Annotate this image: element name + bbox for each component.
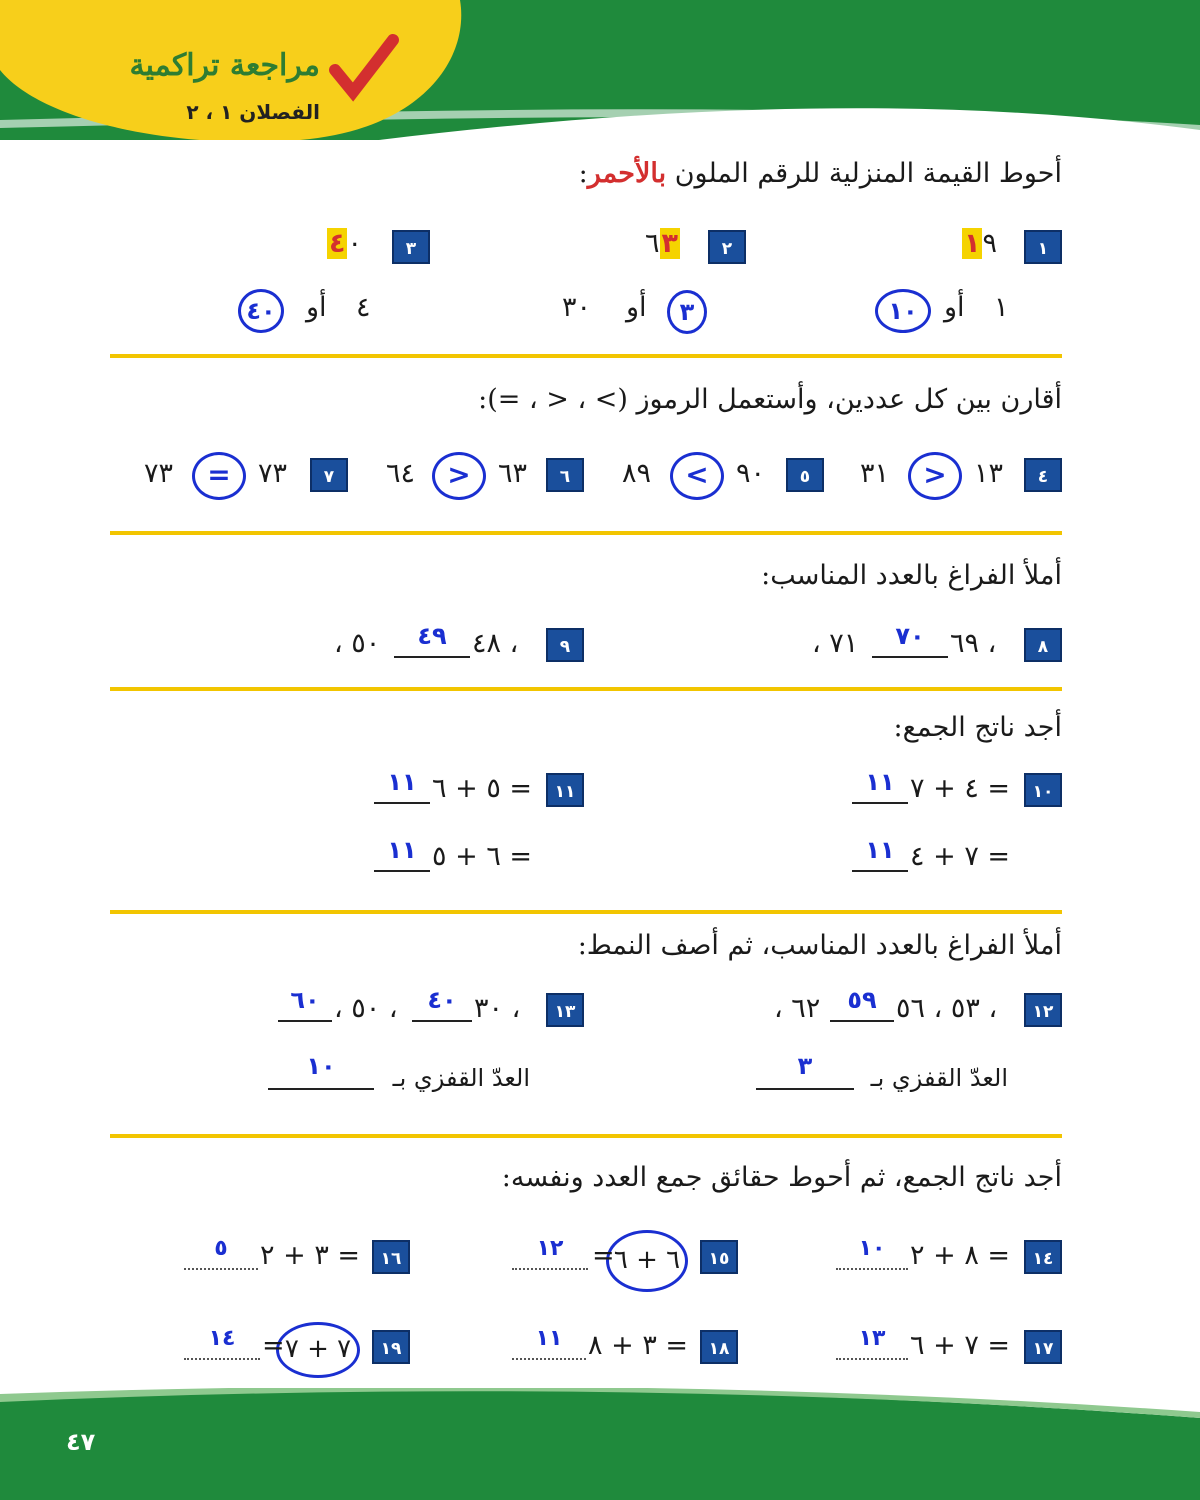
- red-digit: ١: [964, 228, 981, 259]
- s1-instruction: [262, 158, 1062, 189]
- or-word: أو: [306, 292, 327, 323]
- answer-blank[interactable]: ١٤: [184, 1326, 260, 1360]
- s4-instruction: أجد ناتج الجمع:: [893, 712, 1062, 743]
- item-number-18: ١٨: [700, 1330, 738, 1364]
- item-number-12: ١٢: [1024, 993, 1062, 1027]
- item-number-6: ٦: [546, 458, 584, 492]
- header-title: مراجعة تراكمية: [129, 48, 320, 83]
- digit: ٦: [645, 228, 660, 259]
- answer-blank[interactable]: ١١: [512, 1326, 586, 1360]
- red-digit: ٤: [329, 228, 346, 259]
- compare-b: ٣١: [860, 458, 890, 489]
- item-number-17: ١٧: [1024, 1330, 1062, 1364]
- expression: ٧ + ٦ =: [910, 1330, 1011, 1361]
- compare-symbol: >: [432, 452, 486, 500]
- item-number-2: ٢: [708, 230, 746, 264]
- equals-sign: =: [262, 1330, 285, 1361]
- item-number-7: ٧: [310, 458, 348, 492]
- red-digit: ٣: [661, 228, 678, 259]
- item-number-1: ١: [1024, 230, 1062, 264]
- sequence: ٣٠ ،: [474, 993, 521, 1024]
- expression: ٣ + ٨ =: [588, 1330, 689, 1361]
- answer-blank[interactable]: ١١: [374, 768, 430, 804]
- fill-blank[interactable]: ٤٠: [412, 986, 472, 1022]
- number-40: [327, 228, 362, 259]
- fill-blank[interactable]: ٥٩: [830, 986, 894, 1022]
- circled-double: ٦ + ٦: [606, 1230, 688, 1292]
- compare-a: ٦٣: [498, 458, 528, 489]
- digit: ٩: [982, 228, 997, 259]
- s3-instruction: أملأ الفراغ بالعدد المناسب:: [761, 560, 1062, 591]
- equals-sign: =: [592, 1240, 615, 1271]
- item-number-5: ٥: [786, 458, 824, 492]
- digit: ٠: [347, 228, 362, 259]
- expression: ٦ + ٥ =: [432, 841, 533, 872]
- item-number-10: ١٠: [1024, 773, 1062, 807]
- expression: ٣ + ٢ =: [260, 1240, 361, 1271]
- separator: [110, 687, 1062, 691]
- compare-b: ٧٣: [144, 458, 174, 489]
- item-number-13: ١٣: [546, 993, 584, 1027]
- sequence-mid: ، ٥٠ ،: [334, 993, 398, 1024]
- skip-count-blank[interactable]: ٣: [756, 1052, 854, 1090]
- item-number-9: ٩: [546, 628, 584, 662]
- s5-instruction: أملأ الفراغ بالعدد المناسب، ثم أصف النمط:: [577, 930, 1062, 961]
- answer-blank[interactable]: ١١: [852, 836, 908, 872]
- separator: [110, 910, 1062, 914]
- footer-banner: [0, 1388, 1200, 1500]
- item-number-3: ٣: [392, 230, 430, 264]
- fill-blank[interactable]: ٤٩: [394, 622, 470, 658]
- circled-double: ٧ + ٧: [276, 1322, 360, 1378]
- expression: ٨ + ٢ =: [910, 1240, 1011, 1271]
- seq-start: ٤٨ ،: [472, 628, 519, 659]
- s6-instruction: أجد ناتج الجمع، ثم أحوط حقائق جمع العدد ونفسه:: [501, 1162, 1062, 1193]
- or-word: أو: [944, 292, 965, 323]
- page-number: ٤٧: [66, 1428, 96, 1456]
- circled-answer: ٣: [667, 290, 707, 334]
- answer-blank[interactable]: ١٣: [836, 1326, 908, 1360]
- expression: ٧ + ٤ =: [910, 841, 1011, 872]
- compare-b: ٦٤: [386, 458, 416, 489]
- s1-instr-red: بالأحمر: [587, 158, 667, 189]
- item-number-8: ٨: [1024, 628, 1062, 662]
- expression: ٥ + ٦ =: [432, 773, 533, 804]
- separator: [110, 531, 1062, 535]
- answer-blank[interactable]: ١٠: [836, 1236, 908, 1270]
- option-2: ٣٠: [562, 292, 592, 323]
- compare-symbol: <: [670, 452, 724, 500]
- compare-a: ٩٠: [736, 458, 766, 489]
- item-number-15: ١٥: [700, 1240, 738, 1274]
- item-number-16: ١٦: [372, 1240, 410, 1274]
- compare-b: ٨٩: [622, 458, 652, 489]
- separator: [110, 1134, 1062, 1138]
- answer-blank[interactable]: ١١: [374, 836, 430, 872]
- compare-symbol: =: [192, 452, 246, 500]
- compare-a: ١٣: [974, 458, 1004, 489]
- fill-blank[interactable]: ٧٠: [872, 622, 948, 658]
- skip-count-blank[interactable]: ١٠: [268, 1052, 374, 1090]
- expression: ٤ + ٧ =: [910, 773, 1011, 804]
- number-19: [962, 228, 997, 259]
- circled-answer: ١٠: [875, 289, 931, 333]
- compare-a: ٧٣: [258, 458, 288, 489]
- separator: [110, 354, 1062, 358]
- seq-end: ، ٧١: [812, 628, 859, 659]
- item-number-19: ١٩: [372, 1330, 410, 1364]
- answer-blank[interactable]: ١١: [852, 768, 908, 804]
- circled-answer: ٤٠: [238, 289, 284, 333]
- s1-instr-text: أحوط القيمة المنزلية للرقم الملون: [666, 158, 1062, 189]
- sequence: ٥٣ ، ٥٦ ،: [896, 993, 998, 1024]
- s2-instruction: أقارن بين كل عددين، وأستعمل الرموز (> ، < ، =):: [478, 384, 1062, 415]
- option-1: ٤: [356, 292, 371, 323]
- header-subtitle: الفصلان ١ ، ٢: [186, 100, 320, 124]
- item-number-4: ٤: [1024, 458, 1062, 492]
- answer-blank[interactable]: ٥: [184, 1236, 258, 1270]
- item-number-14: ١٤: [1024, 1240, 1062, 1274]
- or-word: أو: [626, 292, 647, 323]
- option-1: ١: [994, 292, 1009, 323]
- compare-symbol: >: [908, 452, 962, 500]
- skip-count-label: العدّ القفزي بـ: [870, 1064, 1008, 1092]
- answer-blank[interactable]: ١٢: [512, 1236, 588, 1270]
- s1-instr-colon: :: [578, 158, 588, 189]
- skip-count-label: العدّ القفزي بـ: [392, 1064, 530, 1092]
- seq-start: ٦٩ ،: [950, 628, 997, 659]
- item-number-11: ١١: [546, 773, 584, 807]
- sequence-tail: ، ٦٢: [774, 993, 821, 1024]
- fill-blank[interactable]: ٦٠: [278, 986, 332, 1022]
- seq-end: ، ٥٠: [334, 628, 381, 659]
- number-63: [645, 228, 680, 259]
